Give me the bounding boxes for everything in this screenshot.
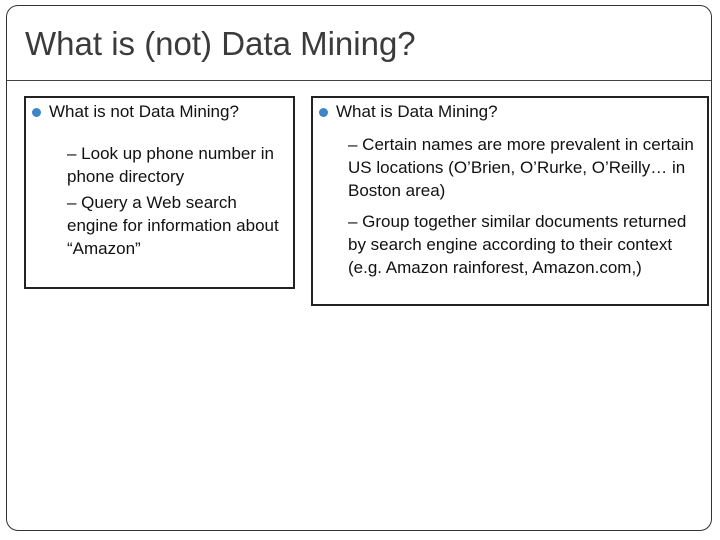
- not-data-mining-list: [67, 142, 289, 263]
- slide-title: What is (not) Data Mining?: [25, 25, 416, 62]
- list-item: – Look up phone number in phone directory: [67, 144, 274, 186]
- data-mining-heading: What is Data Mining?: [336, 102, 498, 121]
- data-mining-header: [319, 101, 498, 123]
- not-data-mining-box: [24, 96, 295, 289]
- round-bullet-icon: [32, 108, 41, 117]
- title-divider: [7, 80, 711, 81]
- list-item: – Group together similar documents returned by search engine according to their context (e.g. Amazon rainforest, Amazon.com,): [348, 212, 687, 277]
- not-data-mining-heading: What is not Data Mining?: [49, 102, 239, 121]
- data-mining-list: [348, 133, 708, 287]
- round-bullet-icon: [319, 108, 328, 117]
- list-item: – Query a Web search engine for information about “Amazon”: [67, 193, 279, 258]
- not-data-mining-header: [32, 101, 239, 123]
- list-item: – Certain names are more prevalent in certain US locations (O’Brien, O’Rurke, O’Reilly… in Boston area): [348, 135, 694, 200]
- data-mining-box: [311, 96, 709, 306]
